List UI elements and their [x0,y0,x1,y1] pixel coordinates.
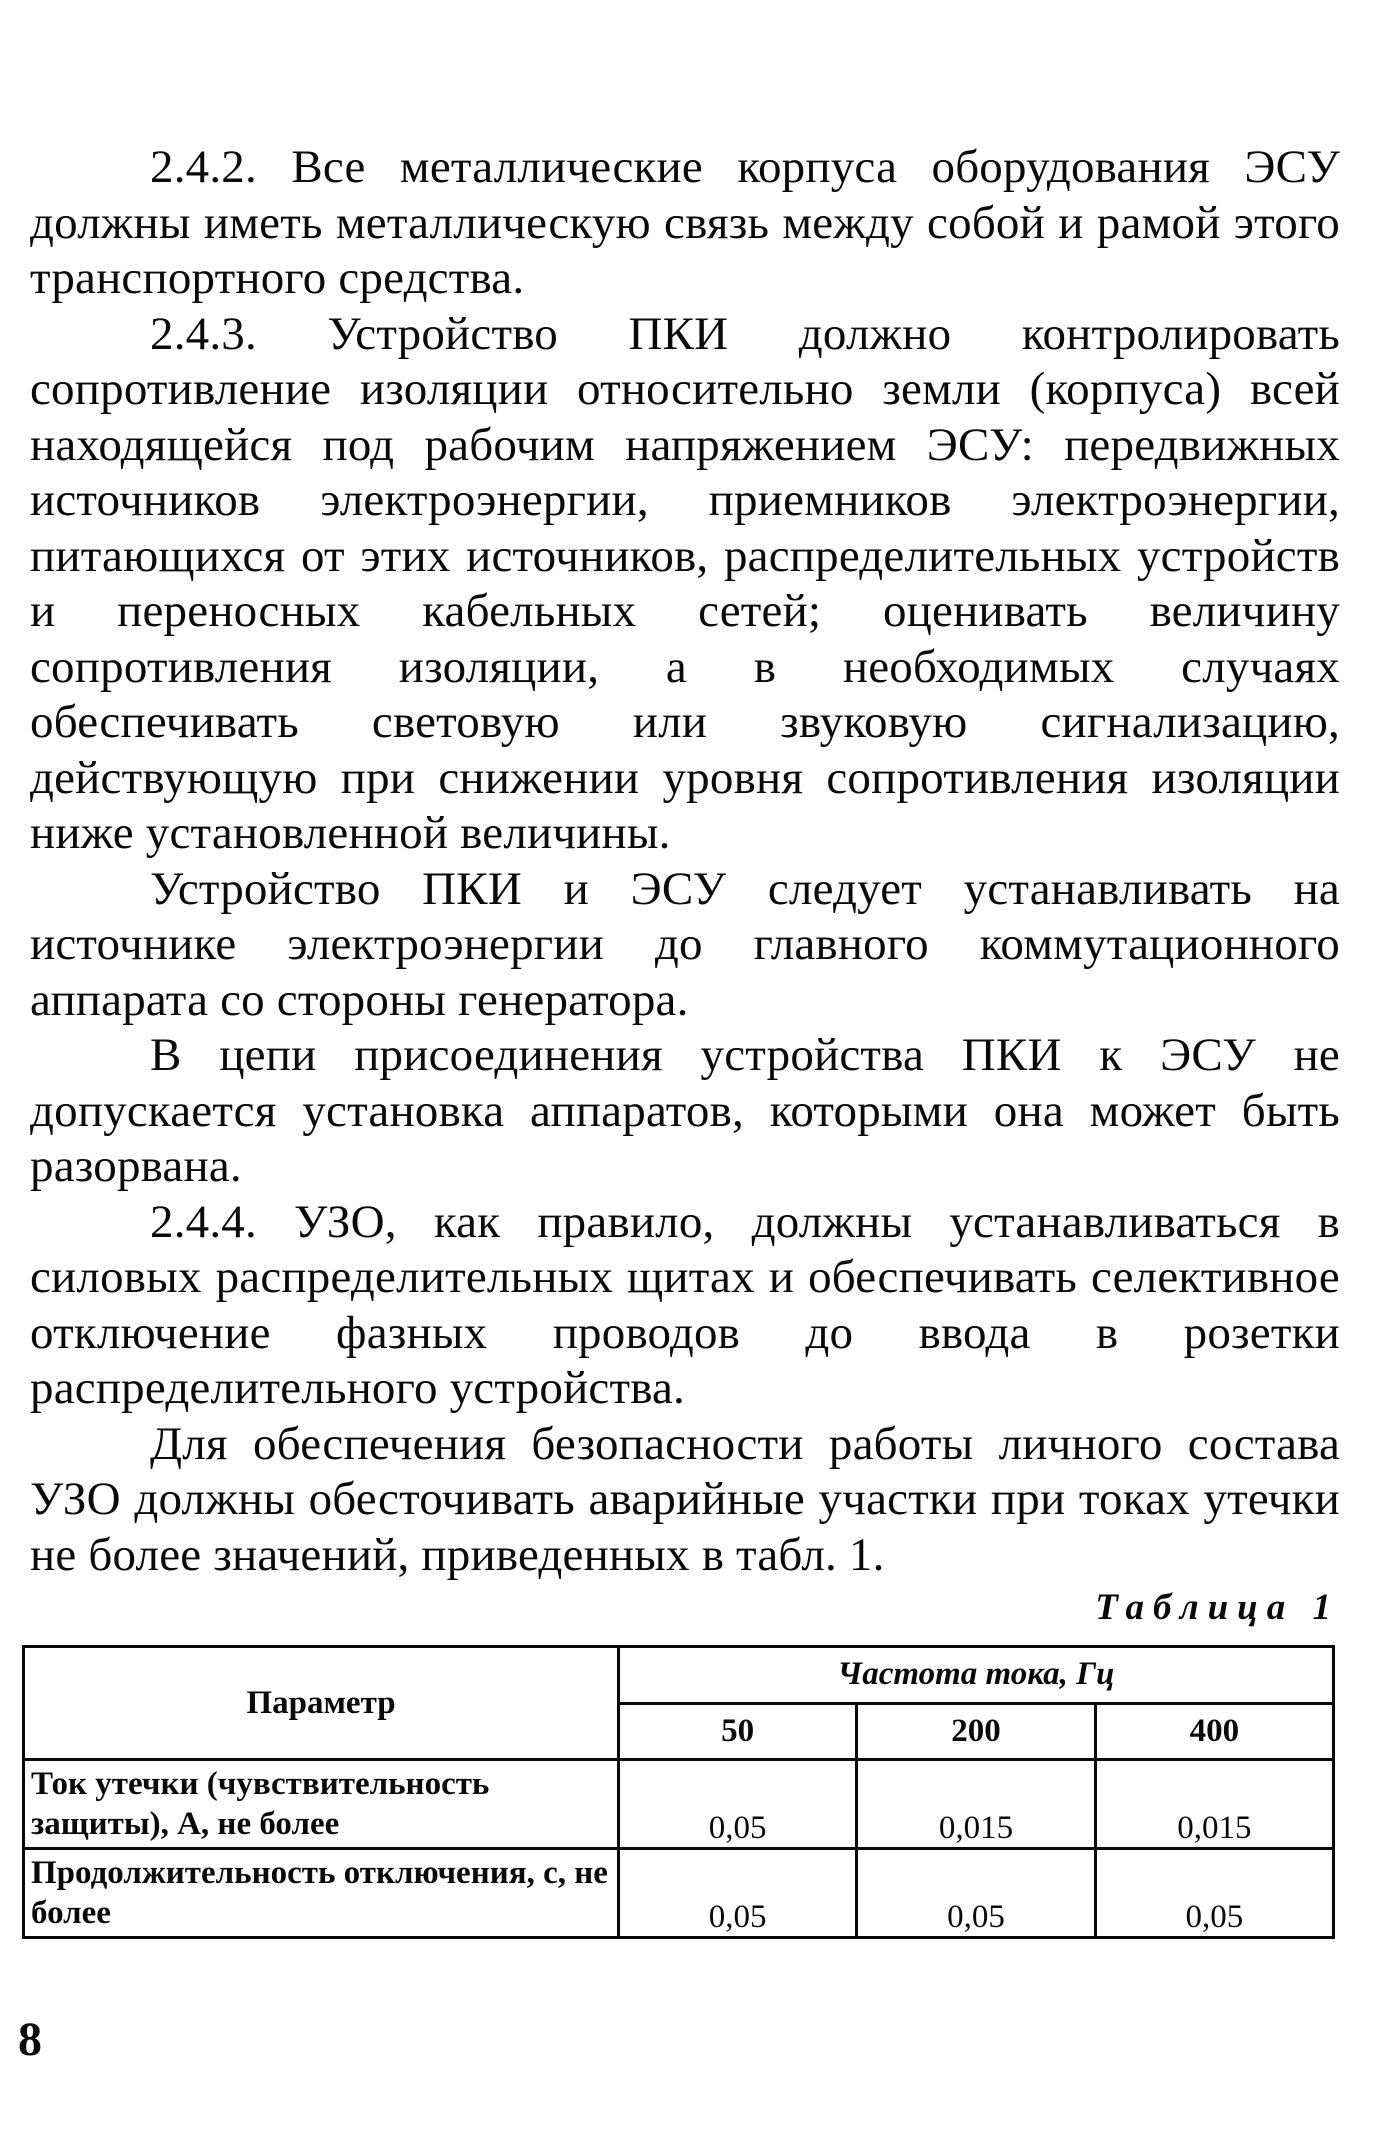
paragraph-2-4-2: 2.4.2. Все металлические корпуса оборудования ЭСУ должны иметь металлическую связь между собой и рамой этого транспортного средства. [30,141,1340,304]
paragraph-uzo-safety: Для обеспечения безопасности работы личного состава УЗО должны обесточивать аварийные участки при токах утечки не более значений, приведенных в табл. 1. [30,1417,1340,1581]
leakage-current-table [22,1645,1335,1939]
param-column-header: Параметр [24,1647,619,1760]
cell-leakage-50: 0,05 [619,1760,857,1849]
table-row [24,1849,1334,1938]
cell-duration-400: 0,05 [1095,1849,1333,1938]
document-page [30,140,1340,1935]
paragraph-pki-installation: Устройство ПКИ и ЭСУ следует устанавливать на источнике электроэнергии до главного коммутационного аппарата со стороны генератора. [30,862,1340,1026]
freq-400-header: 400 [1095,1703,1333,1760]
cell-duration-200: 0,05 [857,1849,1095,1938]
cell-leakage-400: 0,015 [1095,1760,1333,1849]
row-label-disconnect-duration: Продолжительность отключения, с, не более [24,1849,619,1938]
freq-200-header: 200 [857,1703,1095,1760]
page-number: 8 [18,2013,42,2066]
paragraph-2-4-3: 2.4.3. Устройство ПКИ должно контролировать сопротивление изоляции относительно земли (корпуса) всей находящейся под рабочим напряжением ЭСУ: передвижных источников электроэнергии, приемников электроэнергии, питающихся от этих источников, распределительных устройств и переносных кабельных сетей; оценивать величину сопротивления изоляции, а в необходимых случаях обеспечивать световую или звуковую сигнализацию, действующую при снижении уровня сопротивления изоляции ниже установленной величины. [30,307,1340,859]
table-row [24,1760,1334,1849]
frequency-group-header: Частота тока, Гц [619,1647,1334,1704]
paragraph-2-4-4: 2.4.4. УЗО, как правило, должны устанавливаться в силовых распределительных щитах и обеспечивать селективное отключение фазных проводов до ввода в розетки распределительного устройства. [30,1195,1340,1414]
freq-50-header: 50 [619,1703,857,1760]
row-label-leakage-current: Ток утечки (чувствительность защиты), А, не более [24,1760,619,1849]
table-header-row [24,1647,1334,1704]
table-caption: Таблица 1 [1095,1587,1340,1628]
cell-leakage-200: 0,015 [857,1760,1095,1849]
paragraph-pki-circuit: В цепи присоединения устройства ПКИ к ЭСУ не допускается установка аппаратов, которыми она может быть разорвана. [30,1029,1340,1192]
cell-duration-50: 0,05 [619,1849,857,1938]
